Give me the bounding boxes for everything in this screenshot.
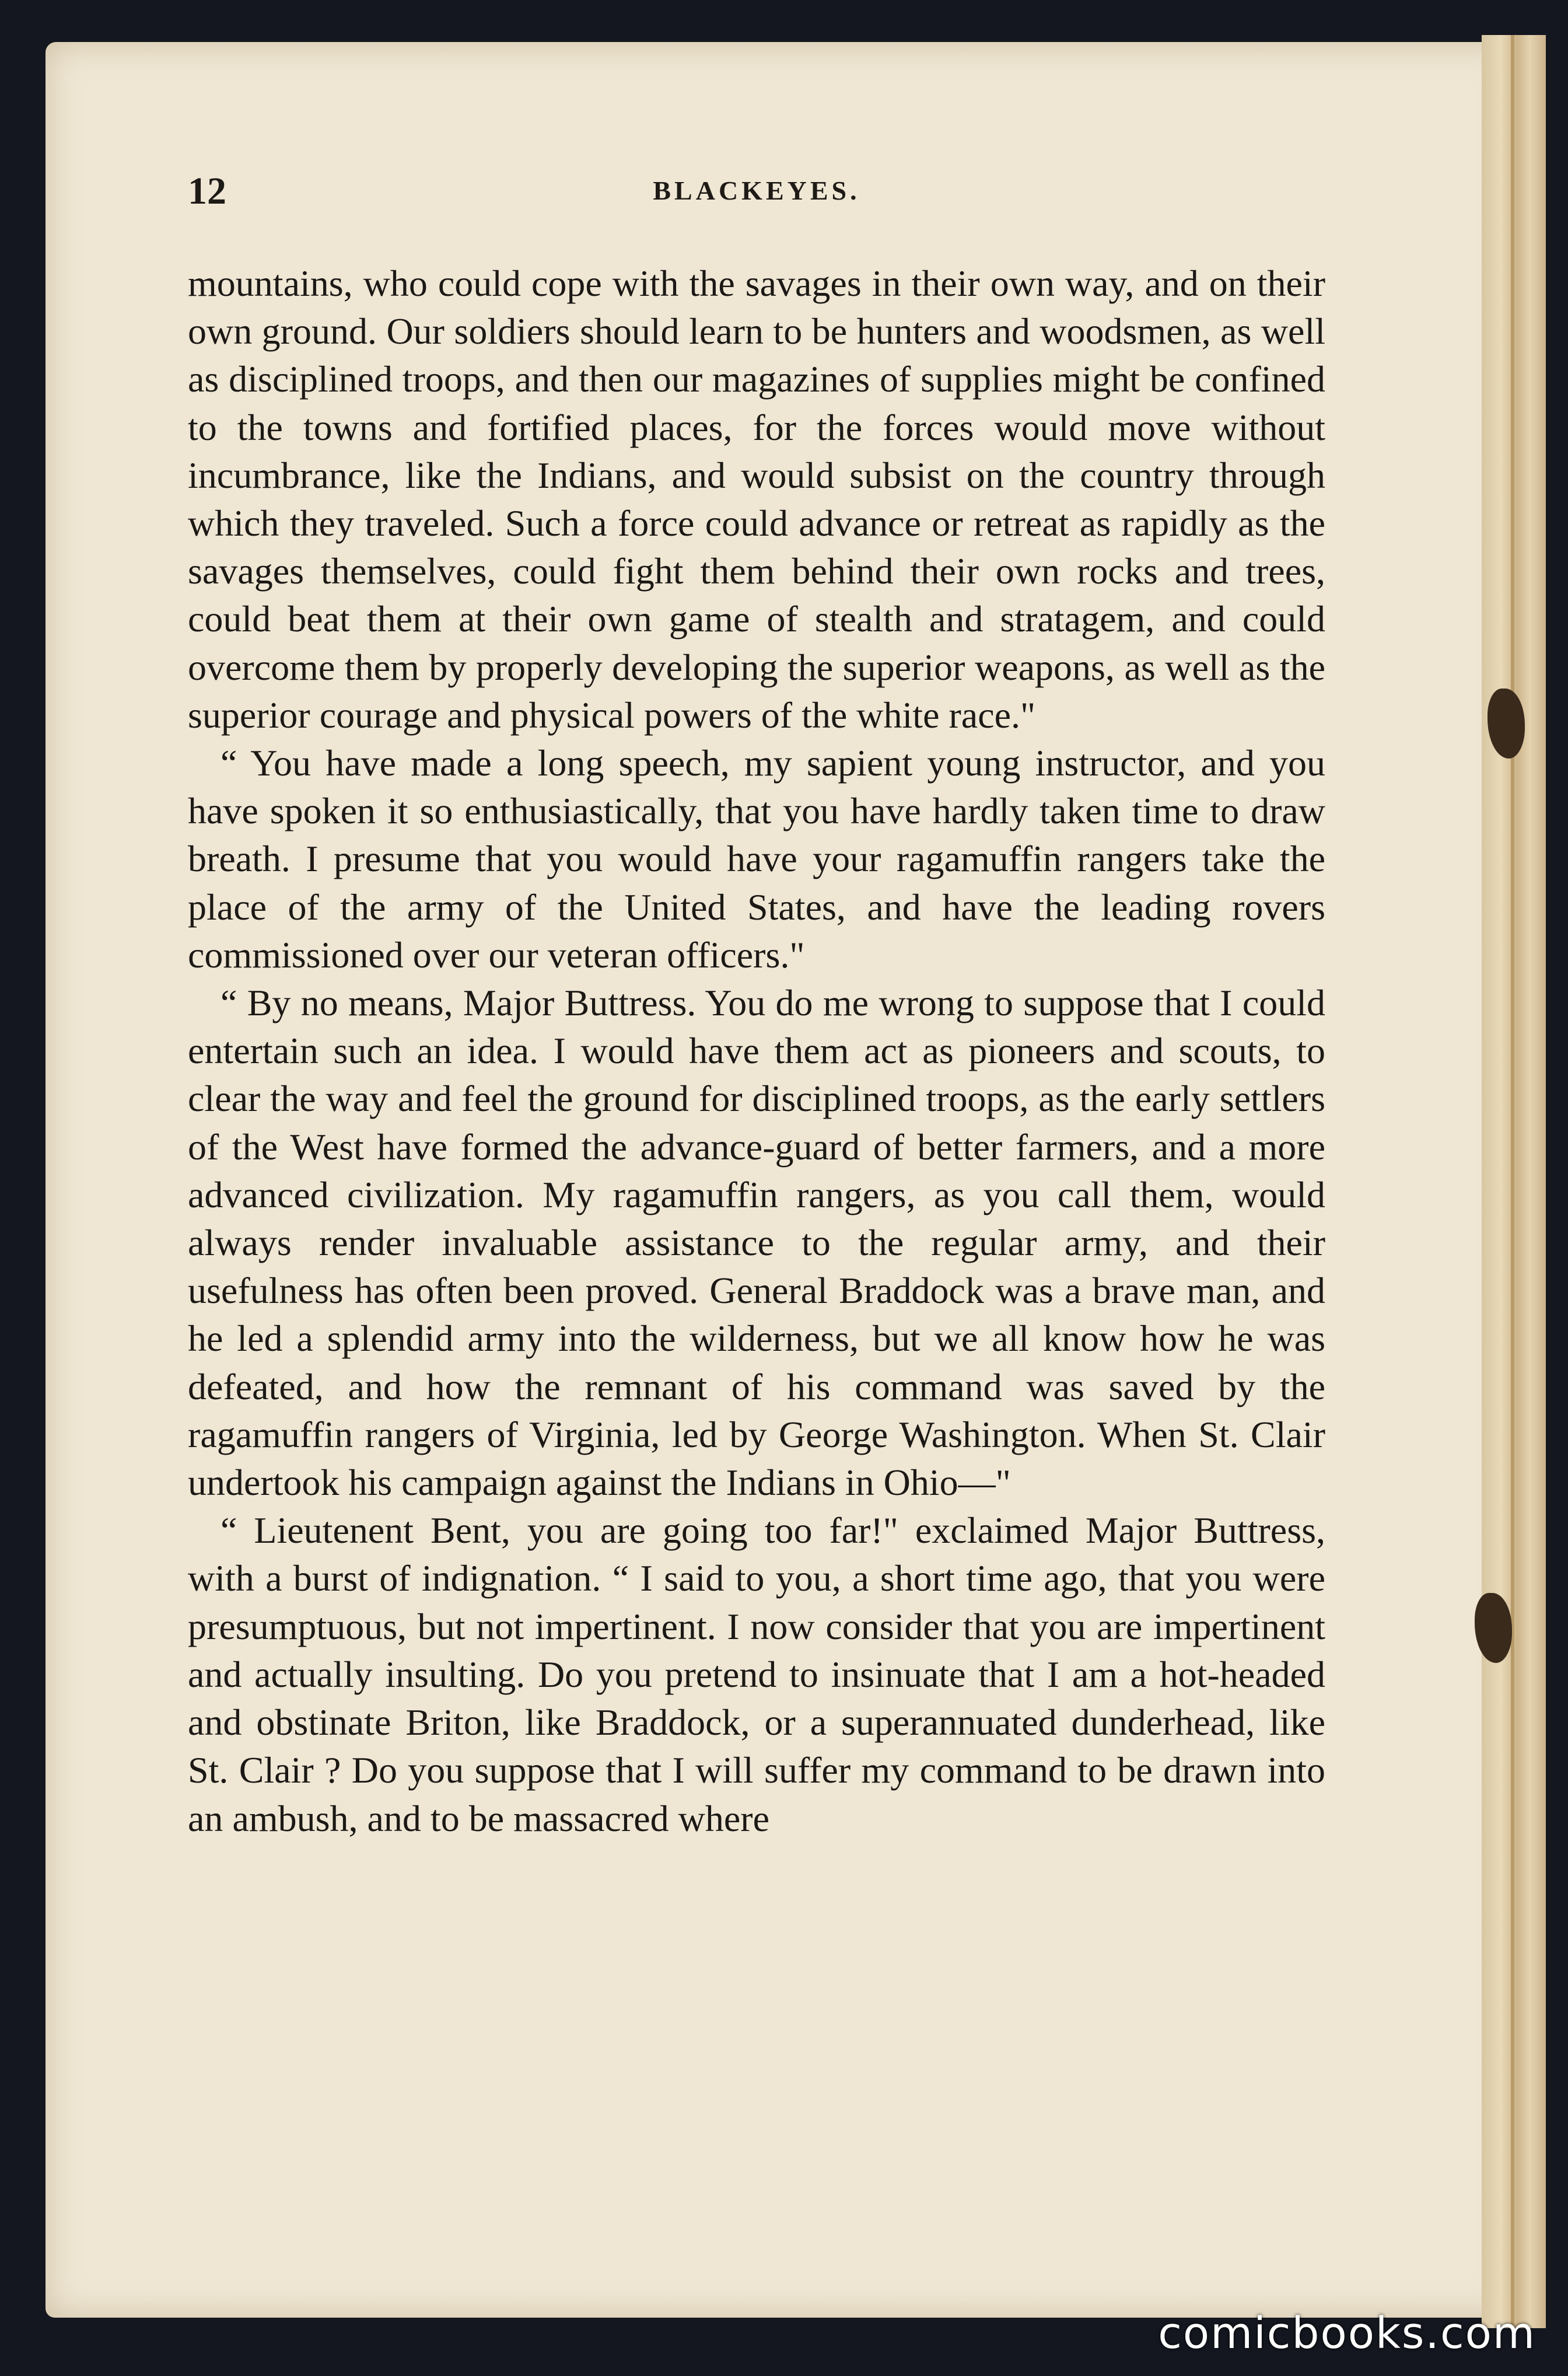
page-body-text — [188, 260, 1325, 1843]
page-number: 12 — [188, 170, 226, 212]
site-watermark: comicbooks.com — [1158, 2308, 1536, 2358]
paragraph-continuation: mountains, who could cope with the savages in their own way, and on their own ground. Our soldiers should learn to be hunters and woodsmen, as well as disciplined troops, and then our magazines of supplies might be confined to the towns and fortified places, for the forces would move without incumbrance, like the Indians, and would subsist on the country through which they traveled. Such a force could advance or retreat as rapidly as the savages themselves, could fight them behind their own rocks and trees, could beat them at their own game of stealth and stratagem, and could overcome them by properly developing the superior weapons, as well as the superior courage and physical powers of the white race." — [188, 263, 1325, 736]
gutter-fold-line — [1511, 35, 1514, 2328]
paragraph-buttress-reply: “ You have made a long speech, my sapient young instructor, and you have spoken it so enthusiastically, that you have hardly taken time to draw breath. I presume that you would have your ragamuffin rangers take the place of the army of the United States, and have the leading rovers commissioned over our veteran officers." — [188, 742, 1325, 976]
page-header — [188, 169, 1325, 222]
paragraph-buttress-indignation: “ Lieutenent Bent, you are going too far!" exclaimed Major Buttress, with a burst of indignation. “ I said to you, a short time ago, that you were presumptuous, but not impertinent. I now consider that you are impertinent and actually insulting. Do you pretend to insinuate that I am a hot-headed and obstinate Briton, like Braddock, or a superannuated dunderhead, like St. Clair ? Do you suppose that I will suffer my command to be drawn into an ambush, and to be massacred where — [188, 1510, 1325, 1839]
paragraph-bent-reply: “ By no means, Major Buttress. You do me wrong to suppose that I could entertain such an idea. I would have them act as pioneers and scouts, to clear the way and feel the ground for disciplined troops, as the early settlers of the West have formed the advance-guard of better farmers, and a more advanced civilization. My ragamuffin rangers, as you call them, would always render invaluable assistance to the regular army, and their usefulness has often been proved. General Braddock was a brave man, and he led a splendid army into the wilderness, but we all know how he was defeated, and how the remnant of his command was saved by the ragamuffin rangers of Virginia, led by George Washington. When St. Clair undertook his campaign against the Indians in Ohio—" — [188, 982, 1325, 1504]
running-head: BLACKEYES. — [653, 176, 860, 205]
